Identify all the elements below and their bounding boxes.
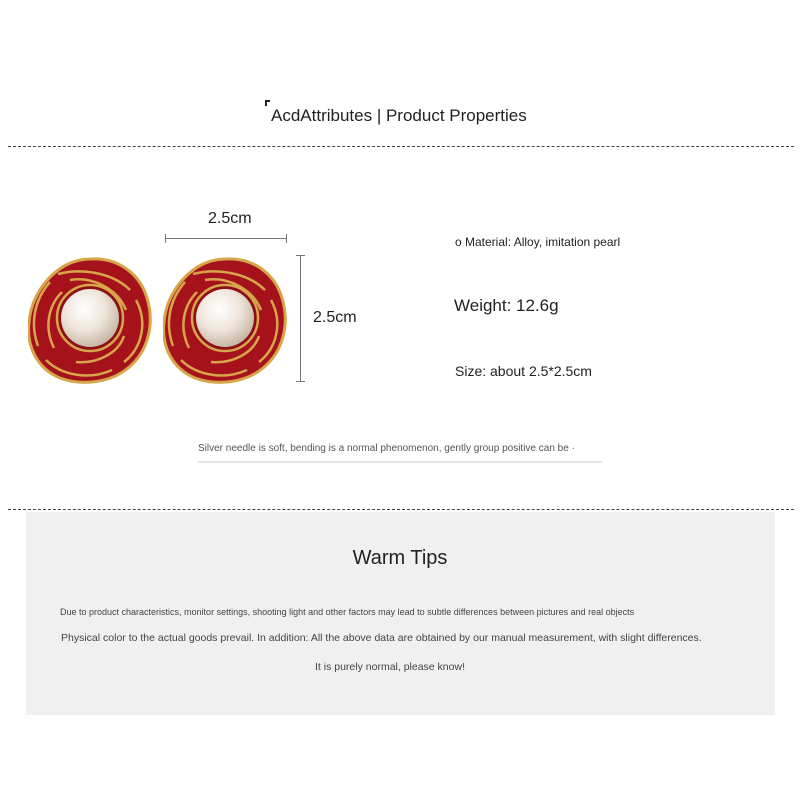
- weight-property: Weight: 12.6g: [454, 296, 559, 315]
- warm-tips-line-3: It is purely normal, please know!: [315, 661, 465, 673]
- material-property: o Material: Alloy, imitation pearl: [455, 235, 621, 249]
- pearl-icon: [196, 289, 254, 347]
- page-title: AcdAttributes | Product Properties: [271, 106, 527, 125]
- bottom-divider: [8, 509, 794, 510]
- pearl-icon: [61, 289, 119, 347]
- width-dimension-line: [165, 238, 287, 239]
- needle-note: Silver needle is soft, bending is a normal phenomenon, gently group positive can be ·: [198, 443, 575, 454]
- warm-tips-line-2: Physical color to the actual goods prevail. In addition: All the above data are obtained by our manual measurement, with slight differences.: [61, 632, 702, 644]
- warm-tips-title: Warm Tips: [352, 547, 448, 569]
- size-property: Size: about 2.5*2.5cm: [455, 363, 592, 379]
- height-dimension-line: [300, 255, 301, 382]
- width-dimension-label: 2.5cm: [208, 210, 252, 227]
- right-earring-image: [163, 254, 287, 386]
- warm-tips-line-1: Due to product characteristics, monitor settings, shooting light and other factors may lead to subtle differences between pictures and real objects: [60, 607, 635, 617]
- left-earring-image: [28, 254, 152, 386]
- height-dimension-label: 2.5cm: [313, 309, 357, 326]
- header-corner-mark: [265, 100, 270, 106]
- note-underline: [198, 461, 602, 463]
- top-divider: [8, 146, 794, 147]
